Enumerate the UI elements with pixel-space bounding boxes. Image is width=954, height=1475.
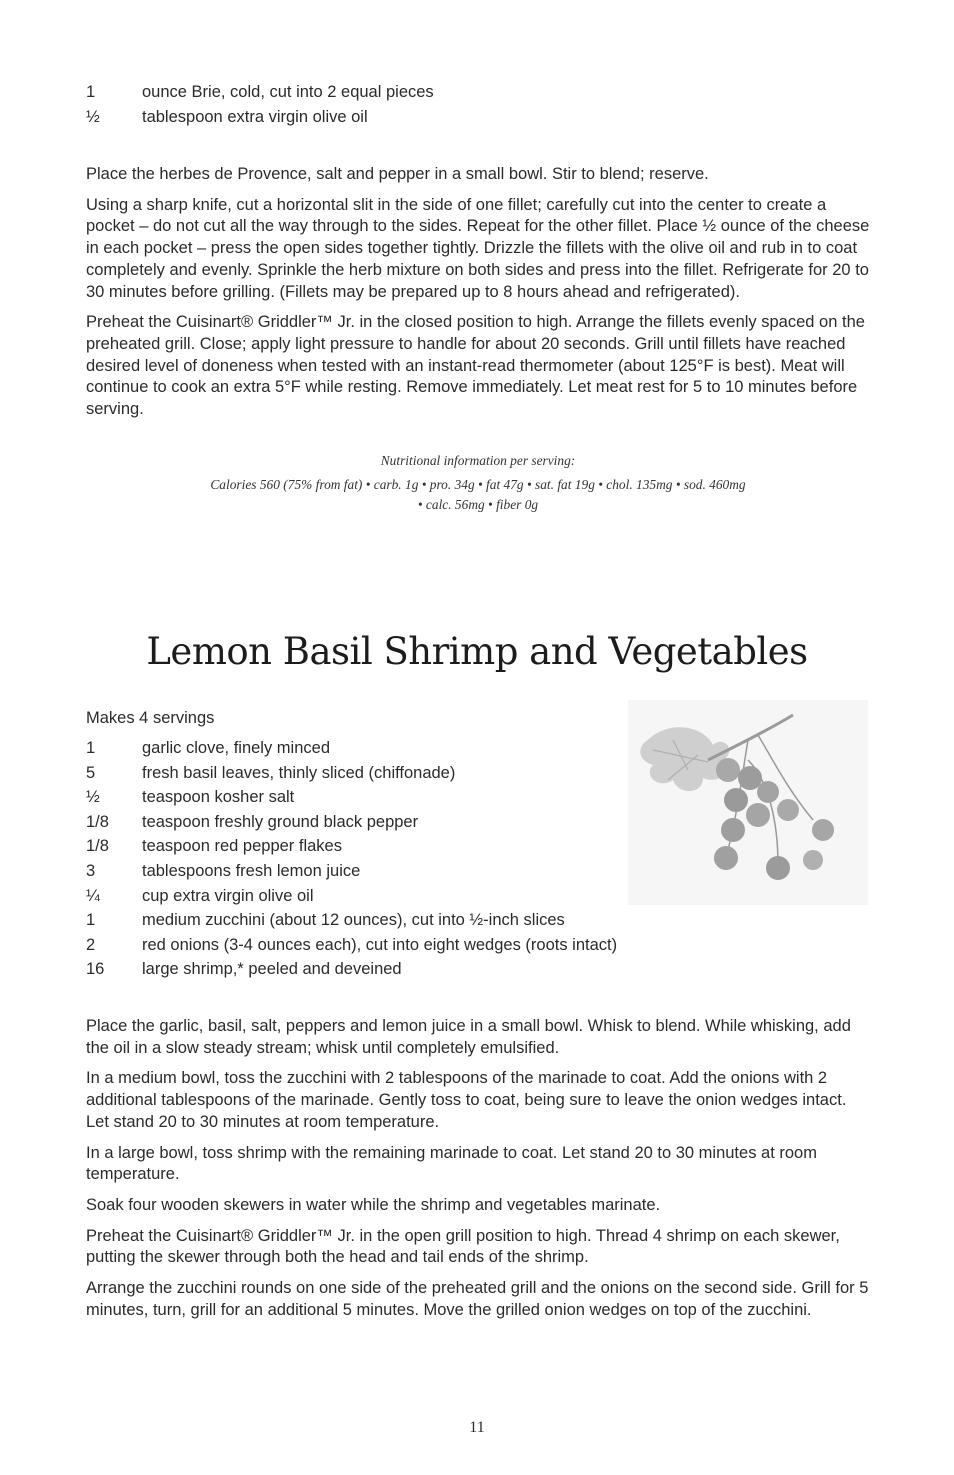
ingredient-row: [86, 908, 617, 933]
top-instructions: [86, 164, 870, 430]
recipe-instructions: [86, 1016, 870, 1330]
instruction-paragraph: Preheat the Cuisinart® Griddler™ Jr. in the open grill position to high. Thread 4 shrimp on each skewer, putting the skewer through both the head and tail ends of the shrimp.: [86, 1226, 840, 1267]
instruction-paragraph: In a medium bowl, toss the zucchini with 2 tablespoons of the marinade to coat. Add the onions with 2 additional tablespoons of the marinade. Gently toss to coat, being sure to leave the onion wedges intact. Let stand 20 to 30 minutes at room temperature.: [86, 1069, 847, 1131]
ingredient-text: garlic clove, finely minced: [142, 739, 330, 757]
ingredient-row: [86, 834, 617, 859]
ingredient-text: medium zucchini (about 12 ounces), cut into ½-inch slices: [142, 911, 565, 930]
ingredient-row: [86, 736, 617, 761]
instruction-paragraph: Place the herbes de Provence, salt and pepper in a small bowl. Stir to blend; reserve.: [86, 165, 709, 183]
ingredient-text: tablespoon extra virgin olive oil: [142, 107, 368, 126]
ingredient-text: teaspoon kosher salt: [142, 788, 295, 807]
ingredient-quantity: 1: [86, 83, 96, 101]
instruction-paragraph: Place the garlic, basil, salt, peppers and lemon juice in a small bowl. Whisk to blend. While whisking, add the oil in a slow steady stream; whisk until completely emulsified.: [86, 1017, 851, 1057]
instruction-paragraph: Preheat the Cuisinart® Griddler™ Jr. in the closed position to high. Arrange the fillets evenly spaced on the preheated grill. Close; apply light pressure to handle for about 20 seconds. Grill until fillets have reached desired level of doneness when tested with an instant-read thermometer (about 125°F is best). Meat will continue to cook an extra 5°F while resting. Remove immediately. Let meat rest for 5 to 10 minutes before serving.: [86, 313, 865, 419]
ingredient-quantity: 1: [86, 911, 96, 930]
ingredient-quantity: ¼: [86, 886, 100, 905]
ingredient-text: cup extra virgin olive oil: [142, 886, 314, 905]
ingredient-quantity: 1/8: [86, 812, 109, 831]
instruction-paragraph: Arrange the zucchini rounds on one side of the preheated grill and the onions on the second side. Grill for 5 minutes, turn, grill for an additional 5 minutes. Move the grilled onion wedges on top of the zucchini.: [86, 1279, 869, 1319]
ingredient-text: fresh basil leaves, thinly sliced (chiffonade): [142, 763, 456, 782]
ingredient-quantity: ½: [86, 107, 100, 126]
ingredient-row: [86, 884, 617, 909]
instruction-paragraph: Using a sharp knife, cut a horizontal slit in the side of one fillet; carefully cut into the center to create a pocket – do not cut all the way through to the sides. Repeat for the other fillet. Place ½ ounce of the cheese in each pocket – press the open sides together tightly. Drizzle the fillets with the olive oil and rub in to coat completely and evenly. Sprinkle the herb mixture on both sides and press into the fillet. Refrigerate for 20 to 30 minutes before grilling. (Fillets may be prepared up to 8 hours ahead and refrigerated).: [86, 195, 870, 301]
page-number: 11: [469, 1419, 485, 1436]
ingredient-text: tablespoons fresh lemon juice: [142, 861, 361, 880]
ingredient-row: [86, 810, 617, 835]
currant-branch-illustration: [628, 700, 868, 905]
ingredient-quantity: 1: [86, 739, 96, 757]
instruction-paragraph: Soak four wooden skewers in water while the shrimp and vegetables marinate.: [86, 1195, 661, 1214]
ingredient-row: [86, 957, 617, 982]
ingredient-quantity: 1/8: [86, 837, 109, 856]
recipe-ingredient-list: [86, 736, 617, 982]
nutrition-heading: Nutritional information per serving:: [380, 453, 576, 468]
ingredient-row: [86, 80, 434, 105]
ingredient-text: red onions (3-4 ounces each), cut into eight wedges (roots intact): [142, 935, 618, 954]
recipe-yield: Makes 4 servings: [86, 709, 215, 727]
ingredient-quantity: 3: [86, 861, 96, 880]
ingredient-text: teaspoon freshly ground black pepper: [142, 812, 419, 831]
instruction-paragraph: In a large bowl, toss shrimp with the remaining marinade to coat. Let stand 20 to 30 minutes at room temperature.: [86, 1143, 817, 1184]
ingredient-quantity: 2: [86, 935, 96, 954]
ingredient-text: teaspoon red pepper flakes: [142, 837, 342, 856]
ingredient-row: [86, 859, 617, 884]
ingredient-text: ounce Brie, cold, cut into 2 equal pieces: [142, 83, 434, 101]
top-ingredient-list: [86, 80, 434, 129]
ingredient-row: [86, 761, 617, 786]
recipe-title: Lemon Basil Shrimp and Vegetables: [146, 630, 808, 673]
ingredient-quantity: ½: [86, 788, 100, 807]
nutrition-line: Calories 560 (75% from fat) • carb. 1g • pro. 34g • fat 47g • sat. fat 19g • chol. 135mg • sod. 460mg: [210, 476, 746, 492]
ingredient-text: large shrimp,* peeled and deveined: [142, 960, 402, 979]
nutrition-line: • calc. 56mg • fiber 0g: [417, 497, 539, 512]
ingredient-row: [86, 785, 617, 810]
ingredient-row: [86, 933, 617, 958]
nutrition-info: [86, 451, 870, 516]
ingredient-row: [86, 105, 434, 130]
ingredient-quantity: 5: [86, 763, 96, 782]
ingredient-quantity: 16: [86, 960, 105, 979]
